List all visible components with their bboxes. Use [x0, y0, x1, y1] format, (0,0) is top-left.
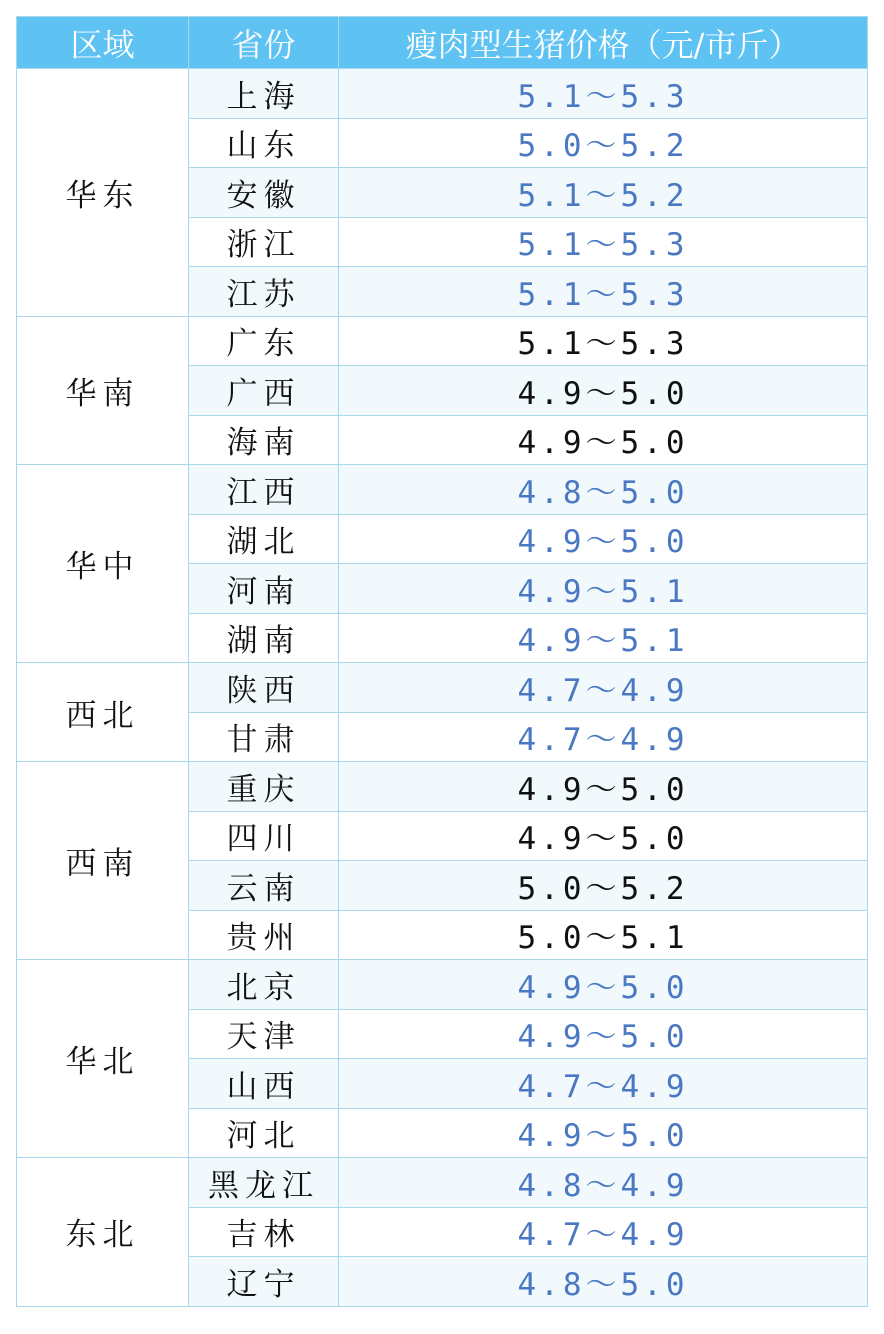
- price-cell: 4.9～5.0: [339, 1009, 868, 1059]
- price-cell: 4.9～5.0: [339, 762, 868, 812]
- province-cell: 江苏: [189, 267, 339, 317]
- price-cell: 4.8～5.0: [339, 465, 868, 515]
- province-cell: 甘肃: [189, 712, 339, 762]
- price-cell: 4.9～5.0: [339, 514, 868, 564]
- price-cell: 4.9～5.0: [339, 1108, 868, 1158]
- province-cell: 河南: [189, 564, 339, 614]
- price-cell: 5.1～5.3: [339, 217, 868, 267]
- header-price: 瘦肉型生猪价格（元/市斤）: [339, 17, 868, 69]
- price-cell: 4.8～5.0: [339, 1257, 868, 1307]
- header-province: 省份: [189, 17, 339, 69]
- price-cell: 4.7～4.9: [339, 1207, 868, 1257]
- price-cell: 4.7～4.9: [339, 712, 868, 762]
- province-cell: 陕西: [189, 663, 339, 713]
- province-cell: 湖北: [189, 514, 339, 564]
- price-cell: 5.0～5.2: [339, 861, 868, 911]
- table-row: [17, 316, 868, 366]
- table-row: [17, 960, 868, 1010]
- region-cell: 西南: [17, 762, 189, 960]
- province-cell: 广东: [189, 316, 339, 366]
- region-cell: 华北: [17, 960, 189, 1158]
- province-cell: 云南: [189, 861, 339, 911]
- province-cell: 吉林: [189, 1207, 339, 1257]
- region-cell: 西北: [17, 663, 189, 762]
- price-cell: 5.0～5.1: [339, 910, 868, 960]
- province-cell: 浙江: [189, 217, 339, 267]
- province-cell: 湖南: [189, 613, 339, 663]
- table-row: [17, 663, 868, 713]
- province-cell: 贵州: [189, 910, 339, 960]
- province-cell: 四川: [189, 811, 339, 861]
- province-cell: 山西: [189, 1059, 339, 1109]
- price-cell: 4.9～5.1: [339, 564, 868, 614]
- province-cell: 黑龙江: [189, 1158, 339, 1208]
- price-cell: 4.8～4.9: [339, 1158, 868, 1208]
- table-body: [17, 69, 868, 1307]
- price-cell: 4.9～5.0: [339, 811, 868, 861]
- table-row: [17, 1158, 868, 1208]
- hog-price-table: [16, 16, 868, 1307]
- price-cell: 4.7～4.9: [339, 1059, 868, 1109]
- price-cell: 5.1～5.2: [339, 168, 868, 218]
- province-cell: 广西: [189, 366, 339, 416]
- province-cell: 江西: [189, 465, 339, 515]
- region-cell: 东北: [17, 1158, 189, 1307]
- price-cell: 5.1～5.3: [339, 69, 868, 119]
- header-region: 区域: [17, 17, 189, 69]
- price-cell: 4.9～5.0: [339, 415, 868, 465]
- province-cell: 海南: [189, 415, 339, 465]
- region-cell: 华南: [17, 316, 189, 465]
- price-cell: 4.9～5.0: [339, 366, 868, 416]
- province-cell: 重庆: [189, 762, 339, 812]
- price-cell: 5.0～5.2: [339, 118, 868, 168]
- region-cell: 华中: [17, 465, 189, 663]
- province-cell: 河北: [189, 1108, 339, 1158]
- province-cell: 安徽: [189, 168, 339, 218]
- price-cell: 4.7～4.9: [339, 663, 868, 713]
- price-cell: 5.1～5.3: [339, 316, 868, 366]
- province-cell: 北京: [189, 960, 339, 1010]
- header-row: [17, 17, 868, 69]
- price-cell: 4.9～5.0: [339, 960, 868, 1010]
- table-row: [17, 762, 868, 812]
- province-cell: 山东: [189, 118, 339, 168]
- price-cell: 5.1～5.3: [339, 267, 868, 317]
- province-cell: 上海: [189, 69, 339, 119]
- table-row: [17, 69, 868, 119]
- province-cell: 天津: [189, 1009, 339, 1059]
- price-cell: 4.9～5.1: [339, 613, 868, 663]
- region-cell: 华东: [17, 69, 189, 317]
- table-row: [17, 465, 868, 515]
- table-header: [17, 17, 868, 69]
- province-cell: 辽宁: [189, 1257, 339, 1307]
